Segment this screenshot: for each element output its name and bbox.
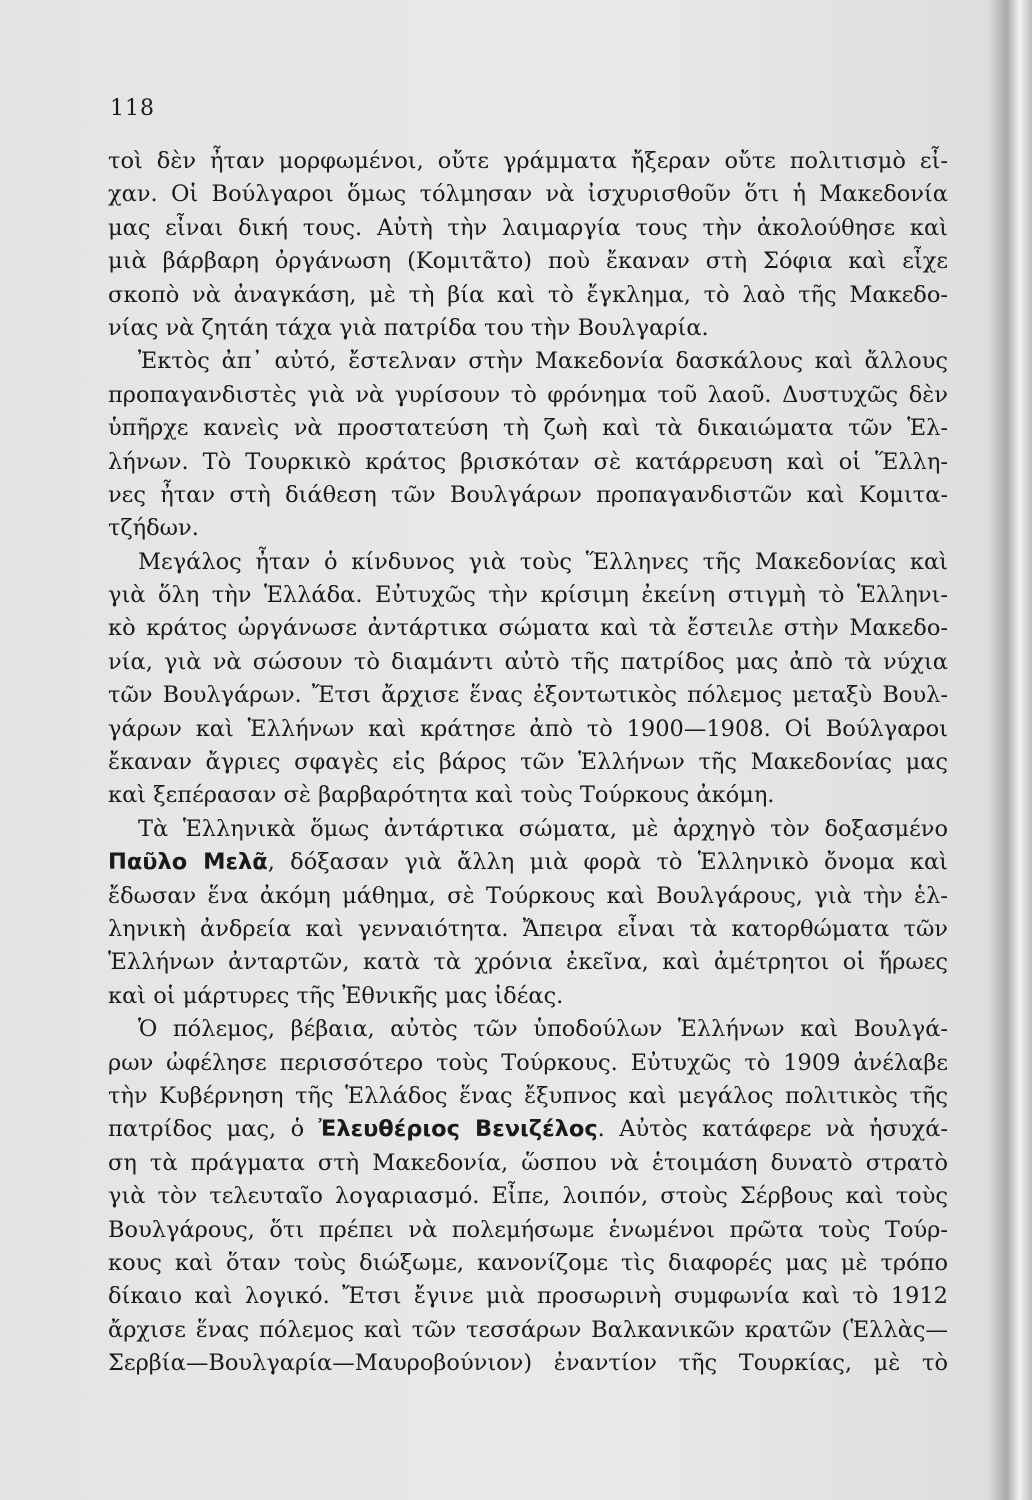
text-span: κους καὶ ὅταν τοὺς διώξωμε, κανονίζομε τὶς διαφορές μας μὲ τρόπο xyxy=(108,1249,948,1276)
text-span: γιὰ ὅλη τὴν Ἑλλάδα. Εὐτυχῶς τὴν κρίσιμη ἐκείνη στιγμὴ τὸ Ἑλληνι- xyxy=(108,582,948,609)
text-line xyxy=(108,1280,948,1313)
text-span: ση τὰ πράγματα στὴ Μακεδονία, ὥσπου νὰ ἑτοιμάση δυνατὸ στρατὸ xyxy=(108,1149,948,1176)
text-span: μας εἶναι δική τους. Αὐτὴ τὴν λαιμαργία τους τὴν ἀκολούθησε καὶ xyxy=(108,214,948,241)
text-span: καὶ οἱ μάρτυρες τῆς Ἐθνικῆς μας ἰδέας. xyxy=(108,982,564,1009)
text-line xyxy=(108,245,948,278)
text-line xyxy=(108,1347,948,1380)
text-span: νία, γιὰ νὰ σώσουν τὸ διαμάντι αὐτὸ τῆς πατρίδος μας ἀπὸ τὰ νύχια xyxy=(108,648,948,675)
name-eleftherios-venizelos: Ἐλευθέριος Βενιζέλος xyxy=(318,1116,598,1143)
text-line xyxy=(108,746,948,779)
text-span: δίκαιο καὶ λογικό. Ἔτσι ἔγινε μιὰ προσωρινὴ συμφωνία καὶ τὸ 1912 xyxy=(108,1283,948,1310)
text-span: ρων ὠφέλησε περισσότερο τοὺς Τούρκους. Εὐτυχῶς τὸ 1909 ἀνέλαβε xyxy=(108,1049,948,1076)
text-span: Ἐκτὸς ἀπ᾽ αὐτό, ἔστελναν στὴν Μακεδονία δασκάλους καὶ ἄλλους xyxy=(138,348,948,375)
text-span: . Αὐτὸς κατάφερε νὰ ἡσυχά- xyxy=(597,1116,949,1143)
text-line xyxy=(108,1314,948,1347)
text-span: τὴν Κυβέρνηση τῆς Ἑλλάδος ἕνας ἔξυπνος καὶ μεγάλος πολιτικὸς τῆς xyxy=(108,1082,948,1109)
text-line xyxy=(108,713,948,746)
text-span: ἔδωσαν ἕνα ἀκόμη μάθημα, σὲ Τούρκους καὶ Βουλγάρους, γιὰ τὴν ἑλ- xyxy=(108,882,948,909)
text-line xyxy=(108,412,948,445)
text-span: Σερβία—Βουλγαρία—Μαυροβούνιον) ἐναντίον τῆς Τουρκίας, μὲ τὸ xyxy=(108,1350,948,1377)
text-span: Βουλγάρους, ὅτι πρέπει νὰ πολεμήσωμε ἑνωμένοι πρῶτα τοὺς Τούρ- xyxy=(108,1216,948,1243)
text-line xyxy=(108,946,948,979)
text-line xyxy=(108,178,948,211)
text-span: μιὰ βάρβαρη ὀργάνωση (Κομιτᾶτο) ποὺ ἔκαναν στὴ Σόφια καὶ εἶχε xyxy=(108,248,948,275)
text-span: προπαγανδιστὲς γιὰ νὰ γυρίσουν τὸ φρόνημα τοῦ λαοῦ. Δυστυχῶς δὲν xyxy=(108,381,948,408)
text-line xyxy=(108,846,948,879)
text-line xyxy=(108,446,948,479)
page-edge xyxy=(990,0,1032,1500)
text-line xyxy=(108,1113,948,1146)
text-line xyxy=(108,1047,948,1080)
text-line xyxy=(108,679,948,712)
text-span: νες ἦταν στὴ διάθεση τῶν Βουλγάρων προπαγανδιστῶν καὶ Κομιτα- xyxy=(108,481,948,508)
text-line xyxy=(108,379,948,412)
text-span: τοὶ δὲν ἦταν μορφωμένοι, οὔτε γράμματα ἤξεραν οὔτε πολιτισμὸ εἶ- xyxy=(108,148,948,174)
text-span: Μεγάλος ἦταν ὁ κίνδυνος γιὰ τοὺς Ἕλληνες τῆς Μακεδονίας καὶ xyxy=(138,548,948,575)
text-line xyxy=(108,779,948,812)
text-line xyxy=(108,479,948,512)
text-line xyxy=(108,1214,948,1247)
text-span: , δόξασαν γιὰ ἄλλη μιὰ φορὰ τὸ Ἑλληνικὸ ὄνομα καὶ xyxy=(267,849,948,876)
text-span: τζήδων. xyxy=(108,515,199,542)
text-span: Ὁ πόλεμος, βέβαια, αὐτὸς τῶν ὑποδούλων Ἑλλήνων καὶ Βουλγά- xyxy=(138,1016,948,1043)
text-line xyxy=(108,1180,948,1213)
text-span: ληνικὴ ἀνδρεία καὶ γενναιότητα. Ἄπειρα εἶναι τὰ κατορθώματα τῶν xyxy=(108,915,948,942)
text-span: ἄρχισε ἕνας πόλεμος καὶ τῶν τεσσάρων Βαλκανικῶν κρατῶν (Ἑλλὰς— xyxy=(108,1316,948,1343)
text-line xyxy=(108,512,948,545)
text-span: ἔκαναν ἄγριες σφαγὲς εἰς βάρος τῶν Ἑλλήνων τῆς Μακεδονίας μας xyxy=(108,749,948,776)
text-line xyxy=(108,145,948,178)
text-line xyxy=(108,212,948,245)
text-span: χαν. Οἱ Βούλγαροι ὅμως τόλμησαν νὰ ἰσχυρισθοῦν ὅτι ἡ Μακεδονία xyxy=(108,181,948,208)
text-span: γάρων καὶ Ἑλλήνων καὶ κράτησε ἀπὸ τὸ 1900—1908. Οἱ Βούλγαροι xyxy=(108,715,948,742)
page-number: 118 xyxy=(110,96,155,121)
text-line xyxy=(108,546,948,579)
text-span: Τὰ Ἑλληνικὰ ὅμως ἀντάρτικα σώματα, μὲ ἀρχηγὸ τὸν δοξασμένο xyxy=(138,815,948,842)
text-span: καὶ ξεπέρασαν σὲ βαρβαρότητα καὶ τοὺς Τούρκους ἀκόμη. xyxy=(108,782,775,809)
body-text xyxy=(108,145,948,1380)
text-span: κὸ κράτος ὠργάνωσε ἀντάρτικα σώματα καὶ τὰ ἔστειλε στὴν Μακεδο- xyxy=(108,615,948,642)
text-span: Ἑλλήνων ἀνταρτῶν, κατὰ τὰ χρόνια ἐκεῖνα, καὶ ἀμέτρητοι οἱ ἥρωες xyxy=(108,949,948,976)
text-line xyxy=(108,345,948,378)
text-line xyxy=(108,813,948,846)
text-line xyxy=(108,1147,948,1180)
text-line xyxy=(108,880,948,913)
text-span: γιὰ τὸν τελευταῖο λογαριασμό. Εἶπε, λοιπόν, στοὺς Σέρβους καὶ τοὺς xyxy=(108,1183,948,1210)
text-line xyxy=(108,1013,948,1046)
text-span: λήνων. Τὸ Τουρκικὸ κράτος βρισκόταν σὲ κατάρρευση καὶ οἱ Ἕλλη- xyxy=(108,448,948,475)
text-line xyxy=(108,913,948,946)
text-line xyxy=(108,312,948,345)
text-line xyxy=(108,579,948,612)
name-pavlos-melas: Παῦλο Μελᾶ xyxy=(108,849,268,876)
text-span: πατρίδος μας, ὁ xyxy=(108,1116,319,1143)
text-line xyxy=(108,1247,948,1280)
text-line xyxy=(108,1080,948,1113)
text-line xyxy=(108,279,948,312)
text-span: σκοπὸ νὰ ἀναγκάση, μὲ τὴ βία καὶ τὸ ἔγκλημα, τὸ λαὸ τῆς Μακεδο- xyxy=(108,281,948,308)
text-line xyxy=(108,980,948,1013)
text-line xyxy=(108,646,948,679)
text-span: ὑπῆρχε κανεὶς νὰ προστατεύση τὴ ζωὴ καὶ τὰ δικαιώματα τῶν Ἑλ- xyxy=(108,415,948,442)
text-span: νίας νὰ ζητάη τάχα γιὰ πατρίδα του τὴν Βουλγαρία. xyxy=(108,314,709,341)
text-span: τῶν Βουλγάρων. Ἔτσι ἄρχισε ἕνας ἐξοντωτικὸς πόλεμος μεταξὺ Βουλ- xyxy=(108,682,948,709)
text-line xyxy=(108,612,948,645)
